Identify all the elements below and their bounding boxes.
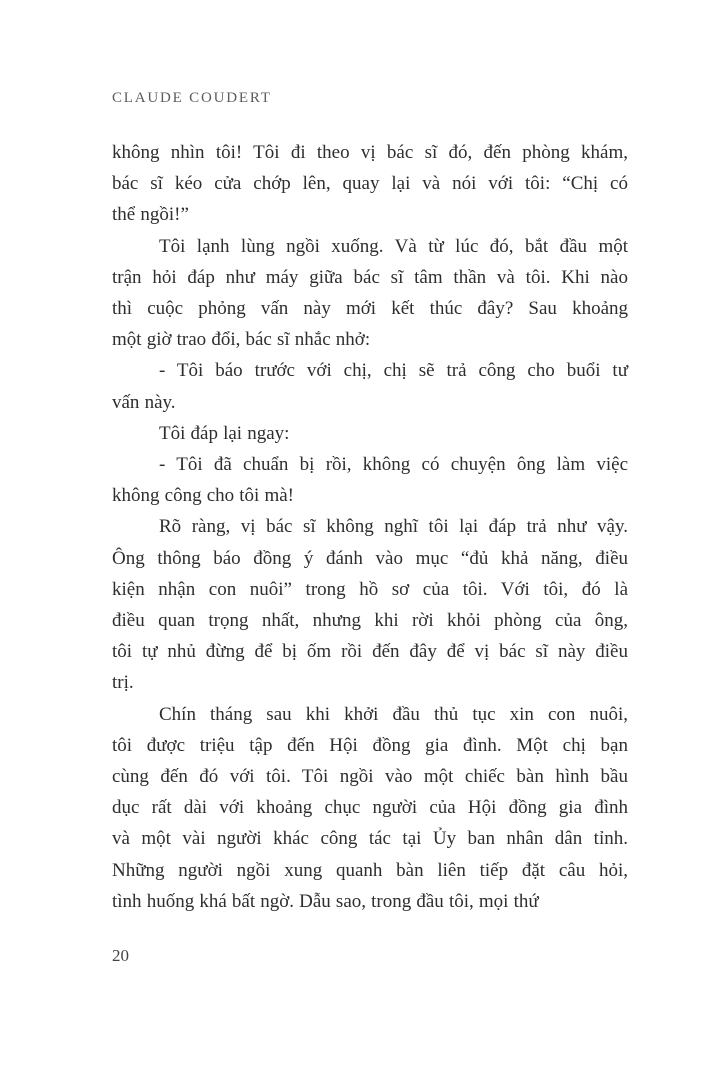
text-line: - Tôi báo trước với chị, chị sẽ trả công cho buổi tư xyxy=(159,360,628,382)
text-line: dục rất dài với khoảng chục người của Hội đồng gia đình xyxy=(112,797,628,819)
text-line: tình huống khá bất ngờ. Dẫu sao, trong đầu tôi, mọi thứ xyxy=(112,890,539,912)
body-text xyxy=(112,137,628,917)
text-line: Những người ngồi xung quanh bàn liên tiếp đặt câu hỏi, xyxy=(112,859,628,881)
text-line: Chín tháng sau khi khởi đầu thủ tục xin con nuôi, xyxy=(159,703,628,725)
text-line: thì cuộc phỏng vấn này mới kết thúc đây? Sau khoảng xyxy=(112,298,628,320)
text-line: điều quan trọng nhất, nhưng khi rời khỏi phòng của ông, xyxy=(112,610,628,632)
text-line: kiện nhận con nuôi” trong hồ sơ của tôi. Với tôi, đó là xyxy=(112,578,628,600)
text-line: và một vài người khác công tác tại Ủy ban nhân dân tỉnh. xyxy=(112,828,628,850)
running-header: CLAUDE COUDERT xyxy=(112,90,272,106)
text-line: thể ngồi!” xyxy=(112,204,189,226)
text-line: không nhìn tôi! Tôi đi theo vị bác sĩ đó, đến phòng khám, xyxy=(112,142,628,163)
text-line: Tôi đáp lại ngay: xyxy=(159,422,290,444)
text-line: Rõ ràng, vị bác sĩ không nghĩ tôi lại đáp trả như vậy. xyxy=(159,516,628,538)
page-number: 20 xyxy=(112,946,129,965)
text-line: tôi tự nhủ đừng để bị ốm rồi đến đây để vị bác sĩ này điều xyxy=(112,641,628,663)
text-line: bác sĩ kéo cửa chớp lên, quay lại và nói với tôi: “Chị có xyxy=(112,173,628,195)
text-line: - Tôi đã chuẩn bị rồi, không có chuyện ông làm việc xyxy=(159,454,628,476)
text-line: cùng đến đó với tôi. Tôi ngồi vào một chiếc bàn hình bầu xyxy=(112,766,628,788)
text-line: Tôi lạnh lùng ngồi xuống. Và từ lúc đó, bắt đầu một xyxy=(159,235,628,257)
text-line: một giờ trao đổi, bác sĩ nhắc nhở: xyxy=(112,329,371,351)
text-line: trận hỏi đáp như máy giữa bác sĩ tâm thần và tôi. Khi nào xyxy=(112,266,628,288)
text-line: không công cho tôi mà! xyxy=(112,485,294,507)
text-line: tôi được triệu tập đến Hội đồng gia đình. Một chị bạn xyxy=(112,734,628,756)
text-line: Ông thông báo đồng ý đánh vào mục “đủ khả năng, điều xyxy=(112,547,628,569)
text-line: trị. xyxy=(112,672,134,694)
text-line: vấn này. xyxy=(112,391,176,413)
